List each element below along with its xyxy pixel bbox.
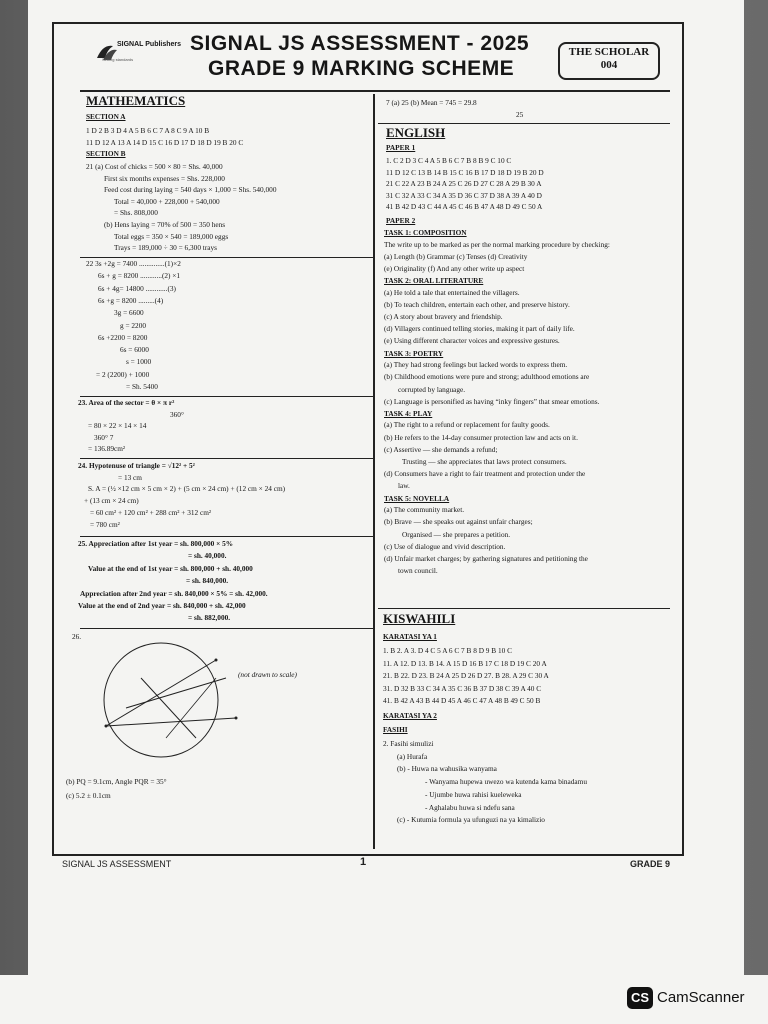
task-answer-line: (a) Length (b) Grammar (c) Tenses (d) Creativity <box>384 251 528 261</box>
question-7: 7 (a) 25 (b) Mean = 745 = 29.8 <box>386 98 477 107</box>
task-answer-line: (d) Villagers continued telling stories, making it part of daily life. <box>384 324 575 334</box>
q22-line: g = 2200 <box>120 320 147 330</box>
question-26-b: (b) PQ = 9.1cm, Angle PQR = 35° <box>66 777 167 786</box>
logo-subtext: Setting standards <box>102 57 134 62</box>
header-divider <box>80 90 670 92</box>
q24-line: + (13 cm × 24 cm) <box>84 496 139 506</box>
question-26-c: (c) 5.2 ± 0.1cm <box>66 791 111 800</box>
task-answer-line: (c) A story about bravery and friendship. <box>384 312 503 321</box>
q22-line: = 2 (2200) + 1000 <box>96 369 150 379</box>
q22-line: 6s +g = 8200 .........(4) <box>98 295 164 305</box>
q22-line: 3g = 6600 <box>114 308 144 318</box>
question-divider <box>80 396 373 397</box>
p1-line: 31 C 32 A 33 C 34 A 35 D 36 C 37 D 38 A 39 A 40 D <box>386 190 542 200</box>
page-subtitle: GRADE 9 MARKING SCHEME <box>208 57 515 80</box>
q23-line: = 80 × 22 × 14 × 14 <box>88 421 147 430</box>
task-answer-line: (a) He told a tale that entertained the villagers. <box>384 287 520 297</box>
task-heading: TASK 4: PLAY <box>384 408 433 418</box>
footer-left: SIGNAL JS ASSESSMENT <box>62 859 172 869</box>
section-divider <box>378 123 670 124</box>
q22-line: s = 1000 <box>126 357 152 367</box>
badge-number: 004 <box>600 59 618 71</box>
fasihi-heading: FASIHI <box>383 725 408 734</box>
q23-line: 360° <box>170 409 184 419</box>
q24-line: = 60 cm² + 120 cm² + 288 cm² + 312 cm² <box>90 507 212 517</box>
q22-line: 6s = 6000 <box>120 345 149 355</box>
column-divider <box>373 94 375 849</box>
k1-line: 11. A 12. D 13. B 14. A 15 D 16 B 17 C 18 D 19 C 20 A <box>383 658 547 668</box>
diagram-note: (not drawn to scale) <box>238 670 297 679</box>
k1-line: 21. B 22. D 23. B 24 A 25 D 26 D 27. B 28. A 29 C 30 A <box>383 671 549 681</box>
p1-line: 1. C 2 D 3 C 4 A 5 B 6 C 7 B 8 B 9 C 10 C <box>386 156 512 165</box>
section-a-heading: SECTION A <box>86 112 126 121</box>
task-answer-line: (a) They had strong feelings but lacked words to express them. <box>384 360 568 370</box>
task-answer-line: (c) Use of dialogue and vivid description. <box>384 541 506 551</box>
math-heading: MATHEMATICS <box>86 93 186 108</box>
task-answer-line: (e) Originality (f) And any other write up aspect <box>384 263 525 273</box>
q24-line: S. A = (½ ×12 cm × 5 cm × 2) + (5 cm × 24 cm) + (12 cm × 24 cm) <box>88 484 286 494</box>
footer-right: GRADE 9 <box>630 859 671 869</box>
question-divider <box>80 536 373 537</box>
task-answer-line: The write up to be marked as per the normal marking procedure by checking: <box>384 239 610 249</box>
k2-line: 2. Fasihi simulizi <box>383 739 434 748</box>
task-answer-line: (a) The community market. <box>384 505 465 515</box>
section-a-line: 11 D 12 A 13 A 14 D 15 C 16 D 17 D 18 D 19 B 20 C <box>86 138 244 147</box>
paper-2-heading: PAPER 2 <box>386 216 416 225</box>
question-26-label: 26. <box>72 632 82 641</box>
question-divider <box>80 458 373 459</box>
q24-line: 24. Hypotenuse of triangle = √12² + 5² <box>78 461 195 470</box>
task-answer-line: (b) He refers to the 14-day consumer protection law and acts on it. <box>384 432 578 442</box>
task-answer-line: (b) To teach children, entertain each other, and preserve history. <box>384 299 570 309</box>
task-heading: TASK 2: ORAL LITERATURE <box>384 276 484 286</box>
karatasi-2-heading: KARATASI YA 2 <box>383 711 437 720</box>
question-divider <box>80 628 373 629</box>
q24-line: = 13 cm <box>118 472 142 482</box>
p1-line: 41 B 42 D 43 C 44 A 45 C 46 B 47 A 48 D 49 C 50 A <box>386 202 543 212</box>
task-heading: TASK 5: NOVELLA <box>384 493 450 503</box>
task-answer-line: (c) Assertive — she demands a refund; <box>384 444 498 454</box>
task-answer-line: (b) Brave — she speaks out against unfair charges; <box>384 517 533 527</box>
task-answer-line: (c) Language is personified as having “inky fingers” that smear emotions. <box>384 396 600 406</box>
k1-line: 31. D 32 B 33 C 34 A 35 C 36 B 37 D 38 C 39 A 40 C <box>383 683 542 693</box>
p1-line: 11 D 12 C 13 B 14 B 15 C 16 B 17 D 18 D 19 B 20 D <box>386 167 544 177</box>
english-heading: ENGLISH <box>386 125 446 140</box>
logo-text: SIGNAL Publishers <box>117 41 182 48</box>
page-title: SIGNAL JS ASSESSMENT - 2025 <box>190 32 530 55</box>
k2-line: - Ujumbe huwa rahisi kueleweka <box>425 789 522 799</box>
q25-line: = sh. 840,000. <box>186 576 229 586</box>
k1-line: 1. B 2. A 3. D 4 C 5 A 6 C 7 B 8 D 9 B 10 C <box>383 646 512 655</box>
q21-line: Trays = 189,000 ÷ 30 = 6,300 trays <box>114 243 217 253</box>
q22-line: = Sh. 5400 <box>126 382 158 391</box>
task-answer-line: Trusting — she appreciates that laws protect consumers. <box>402 457 567 466</box>
task-answer-line: corrupted by language. <box>398 384 466 394</box>
section-divider <box>378 608 670 609</box>
question-divider <box>80 257 373 258</box>
q22-line: 22 3s +2g = 7400 ..............(1)×2 <box>86 259 181 268</box>
question-7-denominator: 25 <box>516 110 524 119</box>
q22-line: 6s +2200 = 8200 <box>98 332 148 342</box>
k2-line: (a) Hurafa <box>397 751 428 761</box>
q24-line: = 780 cm² <box>90 519 120 529</box>
k1-line: 41. B 42 A 43 B 44 D 45 A 46 C 47 A 48 B 49 C 50 B <box>383 696 541 706</box>
q23-line: 23. Area of the sector = θ × π r² <box>78 398 175 407</box>
q25-line: = sh. 40,000. <box>188 551 227 561</box>
task-answer-line: (a) The right to a refund or replacement for faulty goods. <box>384 420 550 430</box>
camscanner-icon: CS <box>627 987 653 1009</box>
karatasi-1-heading: KARATASI YA 1 <box>383 632 437 641</box>
task-heading: TASK 3: POETRY <box>384 348 444 358</box>
task-answer-line: (e) Using different character voices and expressive gestures. <box>384 336 560 346</box>
paper-1-heading: PAPER 1 <box>386 143 416 152</box>
q21-line: First six months expenses = Shs. 228,000 <box>104 173 225 183</box>
task-answer-line: (b) Childhood emotions were pure and strong; adulthood emotions are <box>384 372 590 382</box>
q25-line: 25. Appreciation after 1st year = sh. 800,000 × 5% <box>78 539 234 548</box>
task-heading: TASK 1: COMPOSITION <box>384 228 467 237</box>
p1-line: 21 C 22 A 23 B 24 A 25 C 26 D 27 C 28 A 29 B 30 A <box>386 179 542 189</box>
q25-line: Value at the end of 1st year = sh. 800,000 + sh. 40,000 <box>88 563 253 573</box>
section-b-heading: SECTION B <box>86 149 126 158</box>
k2-line: - Wanyama hupewa uwezo wa kutenda kama binadamu <box>425 777 587 787</box>
page-number: 1 <box>360 856 367 868</box>
section-a-line: 1 D 2 B 3 D 4 A 5 B 6 C 7 A 8 C 9 A 10 B <box>86 126 210 135</box>
q21-line: 21 (a) Cost of chicks = 500 × 80 = Shs. 40,000 <box>86 162 223 171</box>
task-answer-line: (d) Consumers have a right to fair treatment and protection under the <box>384 469 586 479</box>
q21-line: = Shs. 808,000 <box>114 208 158 218</box>
task-answer-line: town council. <box>398 566 438 576</box>
task-answer-line: Organised — she prepares a petition. <box>402 529 511 539</box>
q21-line: (b) Hens laying = 70% of 500 = 350 hens <box>104 220 226 229</box>
kiswahili-heading: KISWAHILI <box>383 611 456 626</box>
q22-line: 6s + g = 8200 ............(2) ×1 <box>98 271 181 281</box>
q21-line: Feed cost during laying = 540 days × 1,000 = Shs. 540,000 <box>104 185 277 195</box>
task-answer-line: law. <box>398 481 410 491</box>
q22-line: 6s + 4g= 14800 ............(3) <box>98 283 176 293</box>
badge-label: THE SCHOLAR <box>568 46 650 58</box>
k2-line: (b) - Huwa na wahusika wanyama <box>397 764 497 774</box>
q25-line: Value at the end of 2nd year = sh. 840,000 + sh. 42,000 <box>78 601 246 610</box>
q23-line: 360° 7 <box>94 432 114 442</box>
q21-line: Total eggs = 350 × 540 = 189,000 eggs <box>114 231 229 241</box>
q23-line: = 136.89cm² <box>88 444 126 453</box>
geometry-diagram <box>86 638 266 758</box>
k2-line: - Aghalabu huwa si ndefu sana <box>425 802 515 812</box>
q25-line: Appreciation after 2nd year = sh. 840,000 × 5% = sh. 42,000. <box>80 588 268 598</box>
q25-line: = sh. 882,000. <box>188 613 231 623</box>
k2-line: (c) - Kutumia formula ya ufunguzi na ya kimalizio <box>397 815 545 825</box>
q21-line: Total = 40,000 + 228,000 + 540,000 <box>114 196 220 206</box>
camscanner-watermark: CamScanner <box>657 989 745 1006</box>
task-answer-line: (d) Unfair market charges; by gathering signatures and petitioning the <box>384 553 588 563</box>
scholar-badge <box>558 42 660 80</box>
